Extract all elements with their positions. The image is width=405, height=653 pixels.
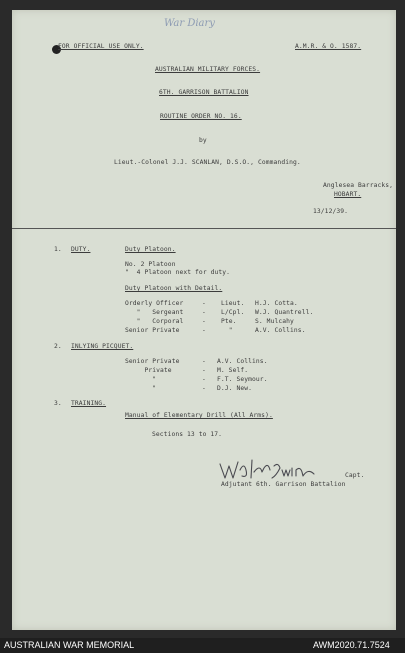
duty-line: No. 2 Platoon — [125, 261, 176, 268]
document-page — [12, 10, 396, 630]
duty-line: " 4 Platoon next for duty. — [125, 269, 231, 276]
detail-rank: " — [221, 327, 233, 334]
detail-name: W.J. Quantrell. — [255, 309, 314, 316]
picquet-name: M. Self. — [217, 367, 249, 374]
order-title: ROUTINE ORDER NO. 16. — [160, 113, 242, 120]
duty-platoon-heading: Duty Platoon. — [125, 246, 176, 253]
picquet-dash: - — [202, 358, 206, 365]
picquet-role: Senior Private — [125, 358, 180, 365]
detail-rank: Lieut. — [221, 300, 245, 307]
order-date: 13/12/39. — [313, 208, 349, 215]
detail-name: S. Mulcahy — [255, 318, 294, 325]
picquet-dash: - — [202, 376, 206, 383]
picquet-dash: - — [202, 367, 206, 374]
picquet-role: " — [125, 376, 157, 383]
section-heading: DUTY. — [71, 246, 91, 253]
footer-institution: AUSTRALIAN WAR MEMORIAL — [4, 640, 135, 650]
unit-heading: 6TH. GARRISON BATTALION — [159, 89, 249, 96]
training-sections: Sections 13 to 17. — [152, 431, 223, 438]
section-heading: TRAINING. — [71, 400, 107, 407]
classification-label: FOR OFFICIAL USE ONLY. — [58, 43, 144, 50]
detail-role: " Sergeant — [125, 309, 184, 316]
section-number: 3. — [54, 400, 62, 407]
section-heading: INLYING PICQUET. — [71, 343, 134, 350]
training-manual: Manual of Elementary Drill (All Arms). — [125, 412, 273, 419]
picquet-name: F.T. Seymour. — [217, 376, 268, 383]
detail-rank: Pte. — [221, 318, 237, 325]
pencil-annotation: War Diary — [164, 18, 215, 29]
handwritten-signature — [218, 456, 318, 482]
reference-label: A.M.R. & O. 1587. — [295, 43, 362, 50]
detail-dash: - — [202, 300, 206, 307]
picquet-role: " — [125, 385, 157, 392]
section-number: 2. — [54, 343, 62, 350]
detail-name: H.J. Cotta. — [255, 300, 298, 307]
detail-dash: - — [202, 318, 206, 325]
location-line-2: HOBART. — [334, 191, 362, 198]
signatory-title: Adjutant 6th. Garrison Battalion — [221, 481, 346, 488]
by-label: by — [199, 137, 207, 144]
divider-line — [12, 228, 396, 229]
footer-accession-number: AWM2020.71.7524 — [313, 640, 390, 650]
detail-dash: - — [202, 309, 206, 316]
signatory-rank: Capt. — [345, 472, 365, 479]
picquet-role: Private — [125, 367, 172, 374]
archive-footer — [0, 638, 405, 653]
location-line-1: Anglesea Barracks, — [323, 182, 394, 189]
section-number: 1. — [54, 246, 62, 253]
detail-dash: - — [202, 327, 206, 334]
detail-role: Orderly Officer — [125, 300, 184, 307]
commander-line: Lieut.-Colonel J.J. SCANLAN, D.S.O., Commanding. — [114, 159, 301, 166]
detail-name: A.V. Collins. — [255, 327, 306, 334]
force-heading: AUSTRALIAN MILITARY FORCES. — [155, 66, 261, 73]
detail-rank: L/Cpl. — [221, 309, 245, 316]
picquet-name: D.J. New. — [217, 385, 253, 392]
picquet-name: A.V. Collins. — [217, 358, 268, 365]
picquet-dash: - — [202, 385, 206, 392]
detail-role: " Corporal — [125, 318, 184, 325]
detail-heading: Duty Platoon with Detail. — [125, 285, 223, 292]
detail-role: Senior Private — [125, 327, 180, 334]
